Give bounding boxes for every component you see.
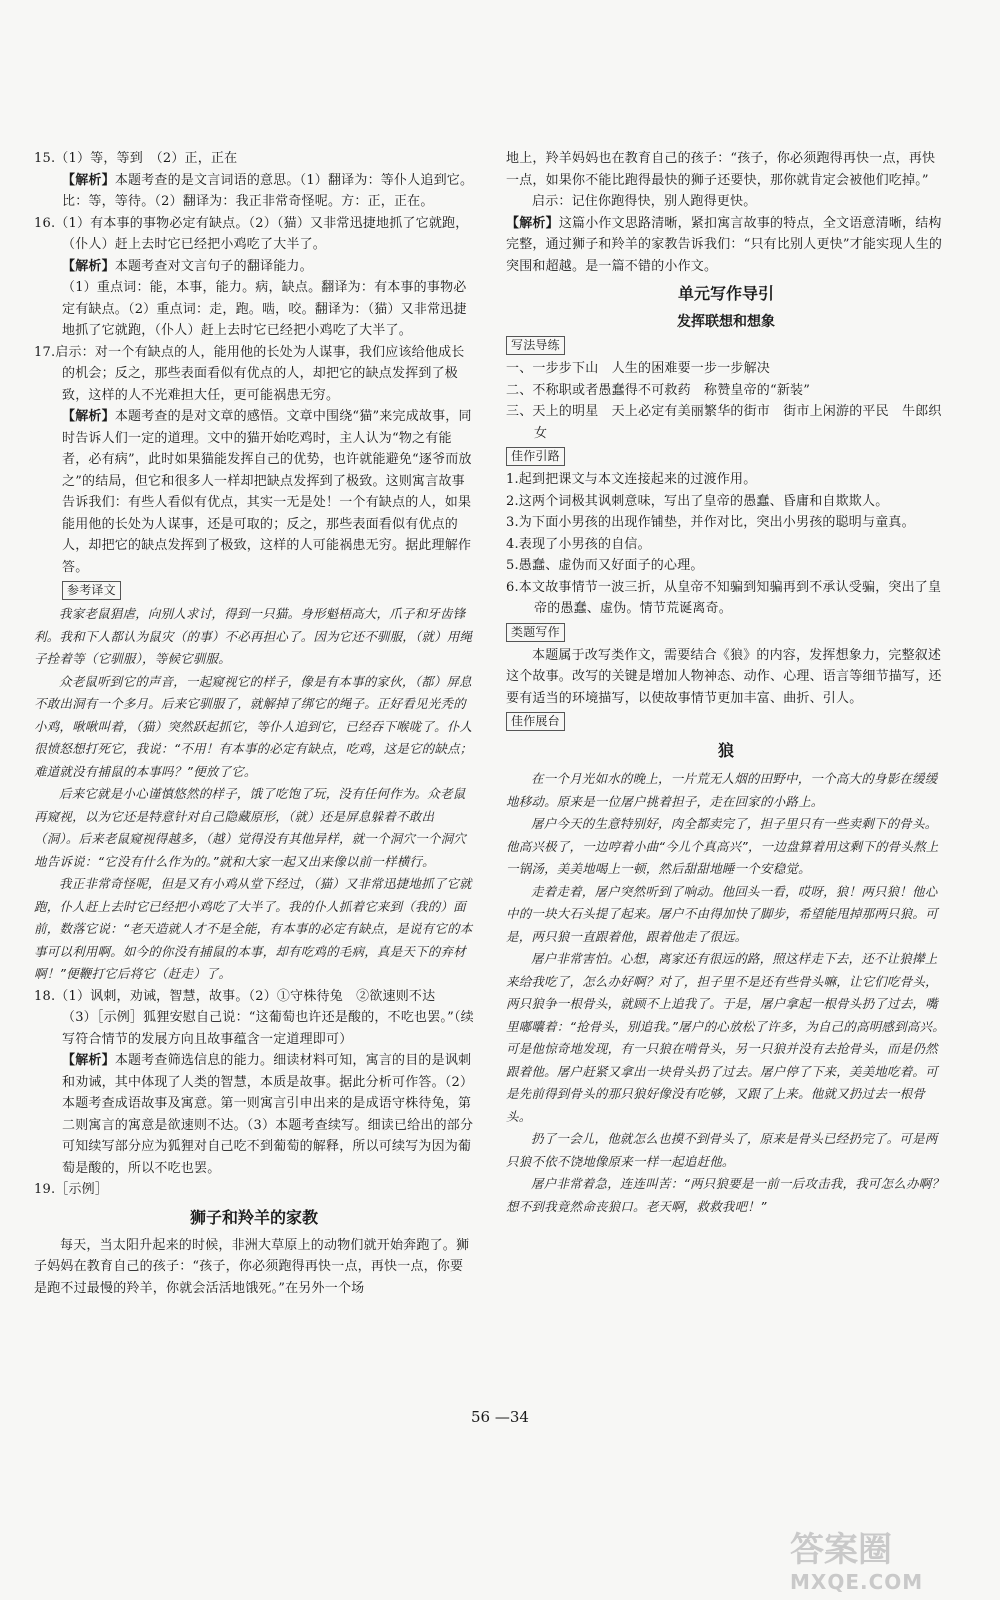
- paragraph-block: [506, 1173, 946, 1218]
- paragraph-text: 本题考查的是对文章的感悟。文章中围绕“猫”来完成故事，同时告诉人们一定的道理。文中的猫开始吃鸡时，主人认为“物之有能者，必有病”，此时如果猫能发挥自己的优势，也许就能避免“逐爷而放之”的结局，但它和很多人一样却把缺点发挥到了极致。这则寓言故事告诉我们：有些人看似有优点，其实一无是处！一个有缺点的人，如果能用他的长处为人谋事，还是可取的；反之，那些表面看似有优点的人，却把它的缺点发挥到了极致，这样的人可能祸患无穷。据此理解作答。: [62, 409, 472, 575]
- paragraph-block: [506, 148, 946, 191]
- text-paragraph: [506, 191, 946, 213]
- analysis-tag: 【解析】: [62, 258, 115, 274]
- paragraph-text: 这篇小作文思路清晰，紧扣寓言故事的特点，全文语意清晰，结构完整，通过狮子和羚羊的家教告诉我们：“只有比别人更快”才能实现人生的突围和超越。是一篇不错的小作文。: [506, 215, 943, 274]
- bracket-label: 佳作展台: [506, 712, 565, 731]
- paragraph-block: [506, 469, 946, 491]
- watermark-logo: [790, 1530, 990, 1594]
- paragraph-text: 三、天上的明星 天上必定有美丽繁华的街市 街市上闲游的平民 牛郎织女: [506, 404, 942, 441]
- paragraph-block: [34, 148, 474, 170]
- paragraph-block: [506, 534, 946, 556]
- paragraph-text: 众老鼠听到它的声音，一起窥视它的样子，像是有本事的家伙，（都）屏息不敢出洞有一个多月。后来它驯服了，就解掉了绑它的绳子。正好看见光秃的小鸡，啾啾叫着，（猫）突然跃起抓它，等仆人追到它，已经吞下喉咙了。仆人很愤怒想打死它，我说：“不用！有本事的必定有缺点，吃鸡，这是它的缺点；难道就没有捕鼠的本事吗？”便放了它。: [34, 673, 473, 779]
- text-paragraph: [506, 213, 946, 278]
- text-paragraph: [506, 491, 946, 513]
- section-title: 单元写作导引: [677, 284, 774, 303]
- text-paragraph: [506, 534, 946, 556]
- paragraph-text: 19.［示例］: [34, 1182, 109, 1197]
- paragraph-block: [506, 444, 946, 469]
- paragraph-block: [506, 213, 946, 278]
- text-paragraph: [506, 948, 946, 1128]
- paragraph-block: [34, 603, 474, 671]
- analysis-tag: 【解析】: [62, 409, 115, 424]
- text-paragraph: [506, 401, 946, 444]
- paragraph-text: 屠户非常着急，连连叫苦：“两只狼要是一前一后攻击我，我可怎么办啊？想不到我竟然命丧狼口。老天啊，救救我吧！”: [506, 1176, 945, 1214]
- text-paragraph: [34, 603, 474, 671]
- paragraph-text: 本题考查的是文言词语的意思。（1）翻译为：等仆人追到它。比：等，等待。（2）翻译为：我正非常奇怪呢。方：正，正在。: [62, 172, 474, 209]
- bracket-label: 佳作引路: [506, 447, 565, 466]
- section-label: [506, 709, 946, 734]
- text-paragraph: [34, 986, 474, 1008]
- text-paragraph: [506, 380, 946, 402]
- text-paragraph: [506, 813, 946, 881]
- text-paragraph: [34, 277, 474, 342]
- bracket-label: 类题写作: [506, 623, 565, 642]
- text-paragraph: [34, 1235, 474, 1300]
- paragraph-text: 本题属于改写类作文，需要结合《狼》的内容，发挥想象力，完整叙述这个故事。改写的关键是增加人物神态、动作、心理、语言等细节描写，还要有适当的环境描写，以使故事情节更加丰富、曲折、引人。: [506, 647, 942, 706]
- paragraph-block: [34, 1179, 474, 1201]
- page-number: 56 —34: [471, 1408, 529, 1426]
- paragraph-block: [34, 277, 474, 342]
- paragraph-text: 本题考查筛选信息的能力。细读材料可知，寓言的目的是讽刺和劝诫，其中体现了人类的智慧，本质是故事。据此分析可作答。（2）本题考查成语故事及寓意。第一则寓言引申出来的是成语守株待兔，第二则寓言的寓意是欲速则不达。（3）本题考查续写。细读已给出的部分可知续写部分应为狐狸对自己吃不到葡萄的解释，所以可续写为因为葡萄是酸的，所以不吃也罢。: [62, 1053, 474, 1176]
- watermark-url: MXQE.COM: [790, 1570, 924, 1594]
- paragraph-block: [34, 1235, 474, 1300]
- paragraph-text: 一、一步步下山 人生的困难要一步一步解决: [506, 361, 771, 376]
- text-paragraph: [506, 148, 946, 191]
- paragraph-text: 后来它就是小心谨慎悠然的样子，饿了吃饱了玩，没有任何作为。众老鼠再窥视，以为它还是特意针对自己隐藏原形，（就）还是屏息躲着不敢出（洞）。后来老鼠窥视得越多，（越）觉得没有其他异样，就一个洞穴一个洞穴地告诉说：“它没有什么作为的。”就和大家一起又出来像以前一样横行。: [34, 786, 467, 869]
- paragraph-text: 二、不称职或者愚蠢得不可救药 称赞皇帝的“新装”: [506, 382, 811, 398]
- paragraph-block: [506, 1128, 946, 1173]
- paragraph-text: 启示：记住你跑得快，别人跑得更快。: [532, 194, 757, 209]
- text-paragraph: [34, 671, 474, 784]
- paragraph-block: [34, 1050, 474, 1179]
- paragraph-block: [506, 401, 946, 444]
- paragraph-block: [506, 555, 946, 577]
- left-column: [34, 148, 474, 1299]
- paragraph-text: 15.（1）等，等到 （2）正，正在: [34, 151, 238, 166]
- paragraph-block: [506, 645, 946, 710]
- text-paragraph: [34, 873, 474, 986]
- text-paragraph: [34, 256, 474, 278]
- paragraph-block: [506, 813, 946, 881]
- section-label: [34, 578, 474, 603]
- paragraph-block: [34, 578, 474, 603]
- text-paragraph: [34, 213, 474, 256]
- text-paragraph: [506, 645, 946, 710]
- right-column: [506, 148, 946, 1218]
- paragraph-text: 地上，羚羊妈妈也在教育自己的孩子：“孩子，你必须跑得再快一点，再快一点，如果你不能比跑得最快的狮子还要快，那你就肯定会被他们吃掉。”: [506, 151, 936, 188]
- paragraph-text: 我正非常奇怪呢，但是又有小鸡从堂下经过，（猫）又非常迅捷地抓了它就跑，仆人赶上去时它已经把小鸡吃了大半了。我的仆人抓着它来到（我的）面前，数落它说：“老天造就人才不是全能，有本事的必定有缺点，是说有它的本事可以利用啊。如今的你没有捕鼠的本事，却有吃鸡的毛病，真是天下的弃材啊！”便鞭打它后将它（赶走）了。: [34, 876, 473, 981]
- text-paragraph: [506, 469, 946, 491]
- paragraph-block: [34, 1007, 474, 1050]
- paragraph-block: [34, 671, 474, 784]
- analysis-tag: 【解析】: [62, 172, 115, 188]
- paragraph-block: [34, 342, 474, 407]
- paragraph-text: 扔了一会儿，他就怎么也摸不到骨头了，原来是骨头已经扔完了。可是两只狼不依不饶地像原来一样一起追赶他。: [506, 1131, 938, 1169]
- paragraph-text: 1.起到把课文与本文连接起来的过渡作用。: [506, 472, 757, 487]
- paragraph-text: （1）重点词：能，本事，能力。病，缺点。翻译为：有本事的事物必定有缺点。（2）重点词：走，跑。啮，咬。翻译为：（猫）又非常迅捷地抓了它就跑，（仆人）赶上去时它已经把小鸡吃了大半了。: [62, 280, 467, 338]
- bracket-label: 写法导练: [506, 336, 565, 355]
- paragraph-text: 每天，当太阳升起来的时候，非洲大草原上的动物们就开始奔跑了。狮子妈妈在教育自己的孩子：“孩子，你必须跑得再快一点，再快一点，你要是跑不过最慢的羚羊，你就会活活地饿死。”在另外一个场: [34, 1237, 470, 1296]
- text-paragraph: [34, 1179, 474, 1201]
- paragraph-text: 18.（1）讽刺，劝诫，智慧，故事。（2）①守株待兔 ②欲速则不达: [34, 988, 436, 1004]
- text-paragraph: [34, 1050, 474, 1179]
- paragraph-block: [506, 191, 946, 213]
- paragraph-block: [506, 358, 946, 380]
- paragraph-text: 6.本文故事情节一波三折，从皇帝不知骗到知骗再到不承认受骗，突出了皇帝的愚蠢、虚伪。情节荒诞离奇。: [506, 579, 942, 616]
- text-paragraph: [34, 406, 474, 578]
- paragraph-block: [34, 256, 474, 278]
- text-paragraph: [34, 783, 474, 873]
- paragraph-block: [34, 406, 474, 578]
- text-paragraph: [506, 1128, 946, 1173]
- paragraph-block: [34, 213, 474, 256]
- bracket-label: 参考译文: [62, 581, 121, 600]
- section-label: [506, 620, 946, 645]
- section-title: 狼: [717, 741, 734, 760]
- paragraph-block: [506, 620, 946, 645]
- paragraph-text: 本题考查对文言句子的翻译能力。: [114, 258, 313, 274]
- paragraph-block: [506, 881, 946, 949]
- paragraph-text: 5.愚蠢、虚伪而又好面子的心理。: [506, 558, 704, 573]
- paragraph-block: [34, 170, 474, 213]
- paragraph-text: 17.启示：对一个有缺点的人，能用他的长处为人谋事，我们应该给他成长的机会；反之，那些表面看似有优点的人，却把它的缺点发挥到了极致，这样的人不光难担大任，更可能祸患无穷。: [34, 344, 465, 403]
- section-label: [506, 333, 946, 358]
- text-paragraph: [506, 358, 946, 380]
- paragraph-text: 2.这两个词极其讽刺意味，写出了皇帝的愚蠢、昏庸和自欺欺人。: [506, 493, 889, 509]
- analysis-tag: 【解析】: [506, 215, 559, 231]
- paragraph-text: 我家老鼠猖虐，向别人求讨，得到一只猫。身形魁梧高大，爪子和牙齿锋利。我和下人都认为鼠灾（的事）不必再担心了。因为它还不驯服，（就）用绳子拴着等（它驯服），等候它驯服。: [34, 606, 473, 666]
- text-paragraph: [34, 1007, 474, 1050]
- text-paragraph: [34, 148, 474, 170]
- paragraph-text: 屠户非常害怕。心想，离家还有很远的路，照这样走下去，还不让狼撵上来给我吃了，怎么办好啊？对了，担子里不是还有些骨头嘛，让它们吃骨头，两只狼争一根骨头，就顾不上追我了。于是，屠户拿起一根骨头扔了过去，嘴里嘟囔着：“抢骨头，别追我。”屠户的心放松了许多，为自己的高明感到高兴。可是他惊奇地发现，有一只狼在啃骨头，另一只狼并没有去抢骨头，而是仍然跟着他。屠户赶紧又拿出一块骨头扔了过去。屠户停了下来，美美地吃着。可是先前得到骨头的那只狼好像没有吃够，又跟了上来。他就又扔过去一根骨头。: [506, 951, 945, 1124]
- paragraph-text: 走着走着，屠户突然听到了响动。他回头一看，哎呀，狼！两只狼！他心中的一块大石头提了起来。屠户不由得加快了脚步，希望能甩掉那两只狼。可是，两只狼一直跟着他，跟着他走了很远。: [506, 883, 938, 944]
- paragraph-block: [506, 333, 946, 358]
- paragraph-block: [34, 783, 474, 873]
- paragraph-block: [506, 491, 946, 513]
- paragraph-block: [506, 948, 946, 1128]
- paragraph-block: [34, 986, 474, 1008]
- paragraph-text: 4.表现了小男孩的自信。: [506, 536, 651, 552]
- paragraph-text: 16.（1）有本事的事物必定有缺点。（2）（猫）又非常迅捷地抓了它就跑，（仆人）赶上去时它已经把小鸡吃了大半了。: [34, 215, 469, 252]
- paragraph-block: [506, 512, 946, 534]
- paragraph-text: 屠户今天的生意特别好，肉全都卖完了，担子里只有一些卖剩下的骨头。他高兴极了，一边哼着小曲“今儿个真高兴”，一边盘算着用这剩下的骨头熬上一锅汤，美美地喝上一顿，然后甜甜地睡一个安稳觉。: [506, 816, 939, 876]
- paragraph-text: 3.为下面小男孩的出现作铺垫，并作对比，突出小男孩的聪明与童真。: [506, 515, 915, 530]
- text-paragraph: [506, 577, 946, 620]
- paragraph-text: （3）［示例］狐狸安慰自己说：“这葡萄也许还是酸的，不吃也罢。”（续写符合情节的发展方向且故事蕴含一定道理即可）: [62, 1010, 474, 1047]
- watermark-text: 答案圈: [790, 1530, 892, 1570]
- paragraph-block: [506, 709, 946, 734]
- text-paragraph: [34, 170, 474, 213]
- paragraph-block: [506, 380, 946, 402]
- paragraph-block: [34, 873, 474, 986]
- paragraph-text: 在一个月光如水的晚上，一片荒无人烟的田野中，一个高大的身影在缓缓地移动。原来是一位屠户挑着担子，走在回家的小路上。: [506, 771, 938, 809]
- section-subtitle: 发挥联想和想象: [677, 314, 775, 330]
- section-label: [506, 444, 946, 469]
- analysis-tag: 【解析】: [62, 1053, 115, 1068]
- text-paragraph: [506, 768, 946, 813]
- text-paragraph: [34, 342, 474, 407]
- text-paragraph: [506, 881, 946, 949]
- text-paragraph: [506, 555, 946, 577]
- paragraph-block: [506, 768, 946, 813]
- paragraph-block: [506, 577, 946, 620]
- text-paragraph: [506, 512, 946, 534]
- text-paragraph: [506, 1173, 946, 1218]
- section-title: 狮子和羚羊的家教: [189, 1207, 318, 1227]
